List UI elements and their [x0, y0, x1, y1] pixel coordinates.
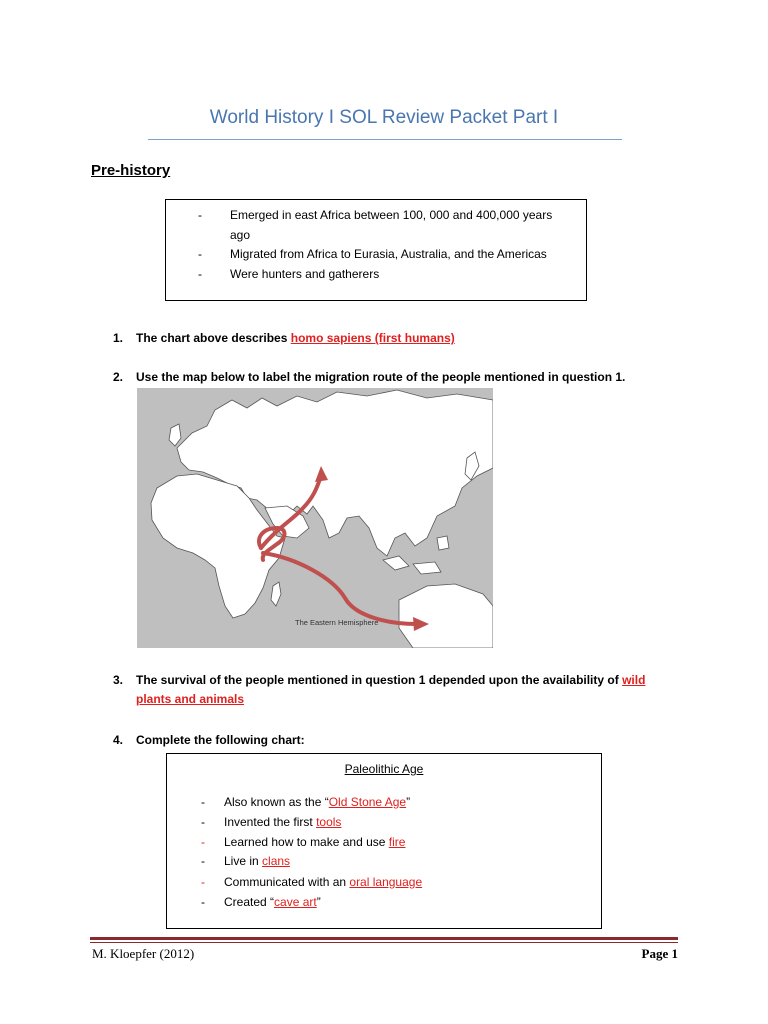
item-prompt: Also known as the “	[224, 795, 329, 809]
eastern-hemisphere-map	[137, 388, 493, 648]
map-graphic	[137, 388, 493, 648]
bullet-text: Emerged in east Africa between 100, 000 and 400,000 years	[230, 208, 553, 222]
document-title: World History I SOL Review Packet Part I	[209, 107, 559, 128]
bullet-dash: -	[201, 895, 205, 909]
answer-text: plants and animals	[136, 692, 245, 706]
map-label: The Eastern Hemisphere	[295, 618, 379, 627]
bullet-dash: -	[201, 875, 205, 889]
bullet-text	[224, 792, 410, 812]
madagascar-landmass	[271, 582, 281, 606]
bullet-text	[224, 892, 321, 912]
question-text	[136, 689, 244, 709]
item-prompt: Live in	[224, 854, 263, 868]
question-number: 1.	[113, 331, 124, 345]
bullet-text: ago	[230, 228, 251, 242]
item-suffix: ”	[316, 895, 321, 909]
item-prompt: Learned how to make and use	[224, 835, 389, 849]
bullet-dash: -	[198, 208, 202, 222]
footer-divider-thick	[90, 937, 678, 940]
bullet-text	[224, 851, 290, 871]
answer-text: Old Stone Age	[328, 795, 407, 809]
bullet-text	[224, 812, 341, 832]
paleolithic-age-chart	[166, 753, 602, 929]
footer-author: M. Kloepfer (2012)	[92, 946, 195, 961]
chart-title: Paleolithic Age	[344, 762, 424, 776]
bullet-text: Migrated from Africa to Eurasia, Australia, and the Americas	[230, 247, 547, 261]
answer-text: clans	[262, 854, 291, 868]
answer-text: fire	[388, 835, 406, 849]
bullet-dash: -	[198, 267, 202, 281]
question-prompt: The survival of the people mentioned in question 1 depended upon the availability of	[136, 673, 623, 687]
answer-text: wild	[622, 673, 646, 687]
footer-page-number: Page 1	[641, 946, 678, 961]
bullet-text	[224, 832, 405, 852]
bullet-dash: -	[198, 247, 202, 261]
item-suffix: ”	[406, 795, 411, 809]
answer-text: oral language	[349, 875, 423, 889]
item-prompt: Invented the first	[224, 815, 317, 829]
question-text: Complete the following chart:	[136, 733, 305, 747]
question-number: 4.	[113, 733, 124, 747]
answer-text: homo sapiens (first humans)	[290, 331, 455, 345]
answer-text: cave art	[274, 895, 317, 909]
bullet-dash: -	[201, 815, 205, 829]
question-text	[136, 328, 455, 348]
title-divider	[148, 139, 622, 140]
answer-text: tools	[316, 815, 342, 829]
bullet-dash: -	[201, 835, 205, 849]
section-heading: Pre-history	[91, 162, 171, 179]
question-number: 2.	[113, 370, 124, 384]
australia-landmass	[399, 584, 493, 648]
bullet-text	[224, 872, 422, 892]
bullet-dash: -	[201, 795, 205, 809]
footer-divider-thin	[90, 942, 678, 943]
item-prompt: Communicated with an	[224, 875, 350, 889]
bullet-text: Were hunters and gatherers	[230, 267, 380, 281]
britain-landmass	[169, 424, 181, 446]
question-text: Use the map below to label the migration route of the people mentioned in question 1.	[136, 370, 626, 384]
question-prompt: The chart above describes	[136, 331, 291, 345]
prehistory-facts-box	[165, 199, 587, 301]
question-number: 3.	[113, 673, 124, 687]
item-prompt: Created “	[224, 895, 275, 909]
bullet-dash: -	[201, 854, 205, 868]
question-text	[136, 670, 645, 690]
